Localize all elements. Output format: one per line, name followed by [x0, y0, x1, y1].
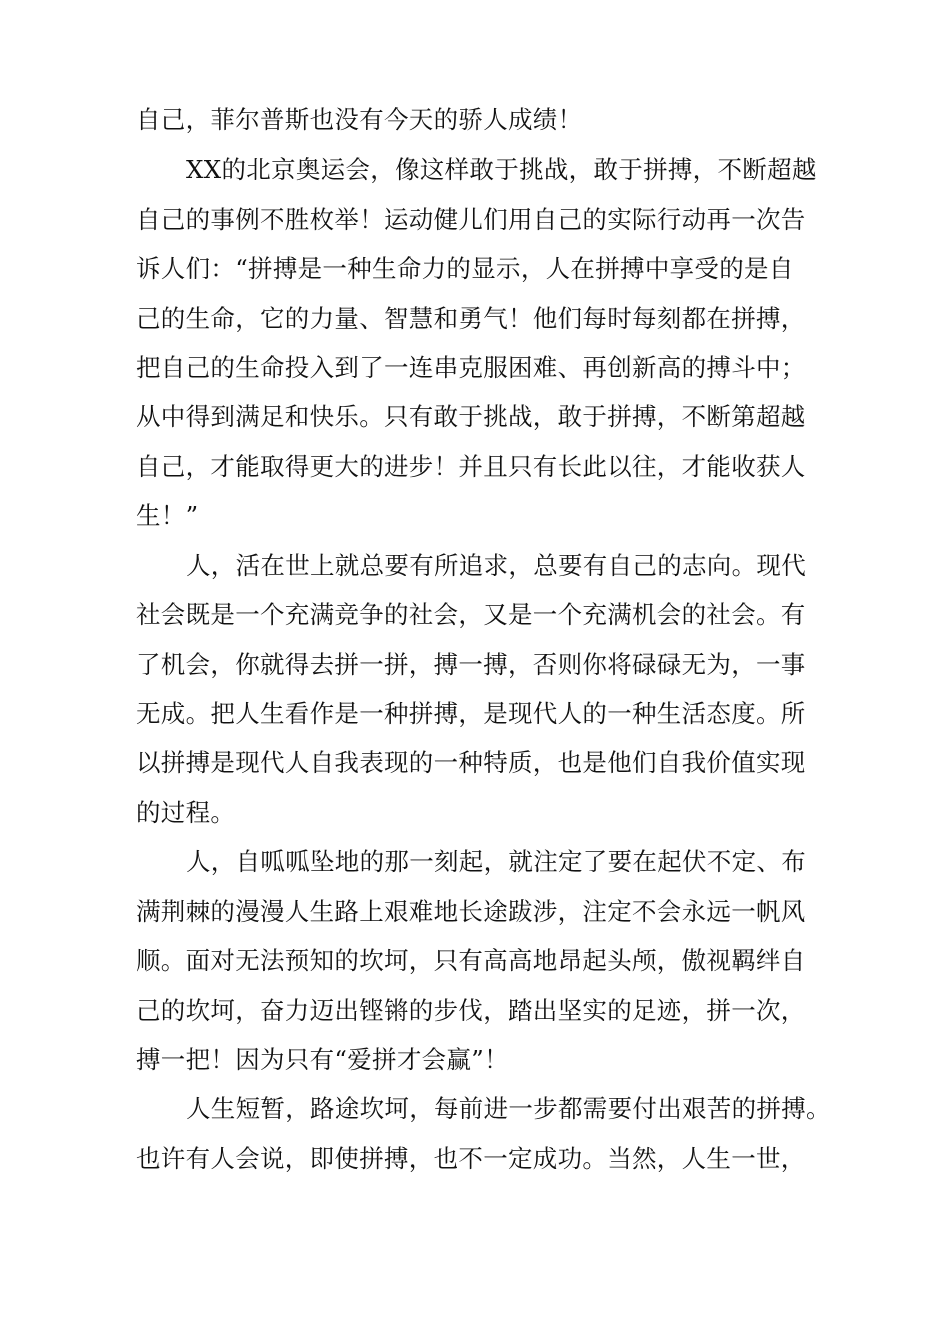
text-line: 己的生命，它的力量、智慧和勇气！他们每时每刻都在拼搏， [136, 304, 806, 333]
text-line: 搏一把！因为只有“爱拼才会赢”！ [136, 1045, 509, 1074]
text-line: 己的坎坷，奋力迈出铿锵的步伐，踏出坚实的足迹，拼一次， [136, 996, 806, 1025]
text-line: 了机会，你就得去拼一拼，搏一搏，否则你将碌碌无为，一事 [136, 650, 806, 679]
text-line: 无成。把人生看作是一种拼搏，是现代人的一种生活态度。所 [136, 699, 806, 728]
paragraph-first-line: XX的北京奥运会，像这样敢于挑战，敢于拼搏，不断超越 [186, 155, 817, 184]
text-line: 自己，才能取得更大的进步！并且只有长此以往，才能收获人 [136, 452, 806, 481]
text-line: 诉人们：“拼搏是一种生命力的显示，人在拼搏中享受的是自 [136, 254, 794, 283]
text-line: 以拼搏是现代人自我表现的一种特质，也是他们自我价值实现 [136, 748, 806, 777]
paragraph-first-line: 人，自呱呱坠地的那一刻起，就注定了要在起伏不定、布 [186, 847, 806, 876]
text-line: 也许有人会说，即使拼搏，也不一定成功。当然，人生一世， [136, 1144, 806, 1173]
text-line: 顺。面对无法预知的坎坷，只有高高地昂起头颅，傲视羁绊自 [136, 946, 806, 975]
text-line: 自己，菲尔普斯也没有今天的骄人成绩！ [136, 105, 583, 134]
paragraph-first-line: 人，活在世上就总要有所追求，总要有自己的志向。现代 [186, 551, 806, 580]
paragraph-first-line: 人生短暂，路途坎坷，每前进一步都需要付出艰苦的拼搏。 [186, 1094, 831, 1123]
text-line: 把自己的生命投入到了一连串克服困难、再创新高的搏斗中； [136, 353, 806, 382]
text-line: 社会既是一个充满竞争的社会，又是一个充满机会的社会。有 [136, 600, 806, 629]
text-line: 的过程。 [136, 798, 236, 827]
text-line: 生！” [136, 501, 199, 530]
text-line: 自己的事例不胜枚举！运动健儿们用自己的实际行动再一次告 [136, 205, 806, 234]
text-line: 满荆棘的漫漫人生路上艰难地长途跋涉，注定不会永远一帆风 [136, 897, 806, 926]
text-line: 从中得到满足和快乐。只有敢于挑战，敢于拼搏，不断第超越 [136, 402, 806, 431]
